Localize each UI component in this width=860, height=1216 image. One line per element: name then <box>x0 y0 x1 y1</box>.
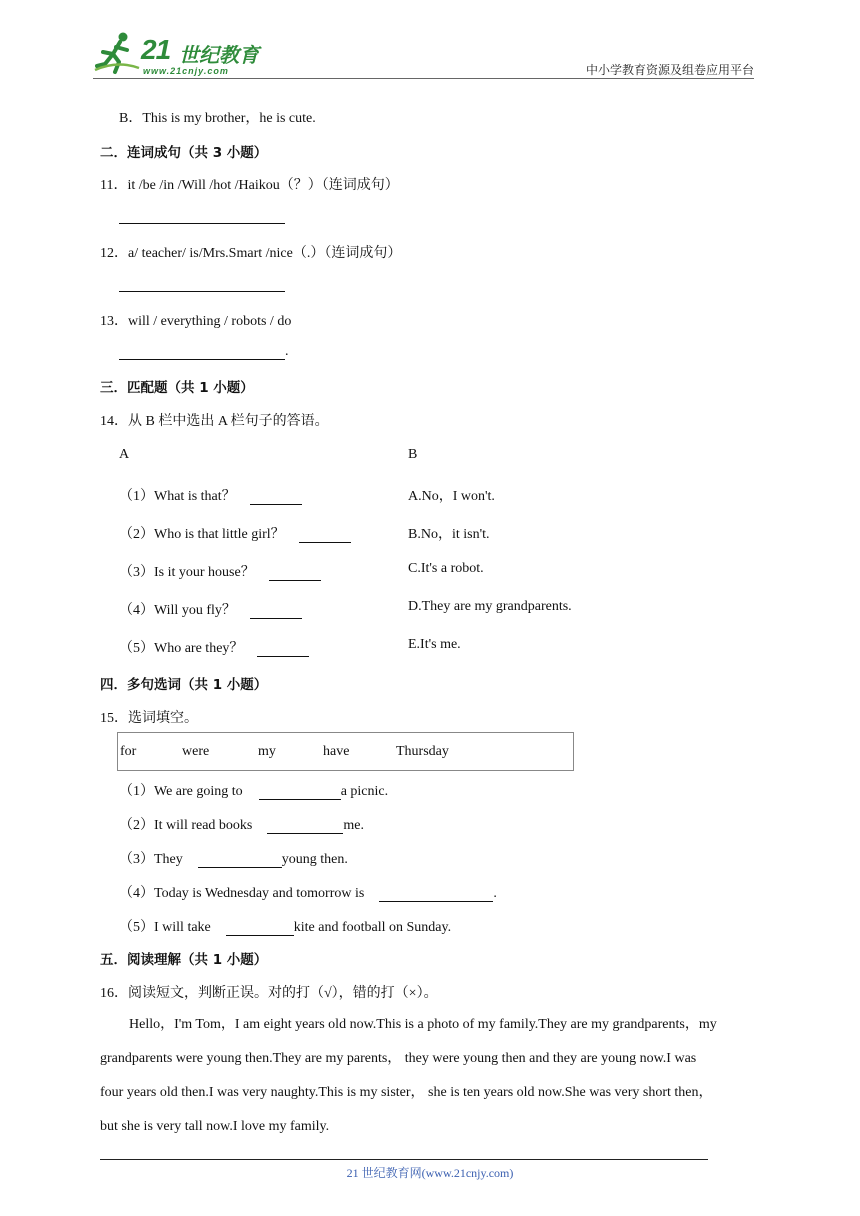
match-blank[interactable] <box>269 566 321 581</box>
column-a-header: A <box>119 447 130 462</box>
word-bank-box <box>117 732 574 771</box>
footer-text[interactable]: 21 世纪教育网(www.21cnjy.com) <box>346 1166 514 1180</box>
word-bank-item: Thursday <box>396 744 449 759</box>
match-blank[interactable] <box>299 528 351 543</box>
match-blank[interactable] <box>250 490 302 505</box>
match-blank[interactable] <box>257 642 309 657</box>
match-b-item: B.No，it isn't. <box>408 527 490 542</box>
passage-line: but she is very tall now.I love my family. <box>100 1119 330 1134</box>
word-bank-item: for <box>120 744 137 759</box>
question-14: 14．从 B 栏中选出 A 栏句子的答语。 <box>100 414 329 429</box>
match-a-item: （2）Who is that little girl？ <box>119 523 351 543</box>
section-5-title: 五．阅读理解（共 1 小题） <box>100 952 268 968</box>
fill-item: （1）We are going to a picnic. <box>119 784 389 799</box>
fill-blank[interactable] <box>198 853 282 868</box>
match-b-item: D.They are my grandparents. <box>408 599 572 614</box>
section-2-title: 二．连词成句（共 3 小题） <box>100 145 268 161</box>
section-4-title: 四．多句选词（共 1 小题） <box>100 677 268 693</box>
answer-line-13[interactable] <box>119 344 289 360</box>
answer-line-12[interactable] <box>119 276 285 292</box>
fill-item: （5）I will take kite and football on Sunday. <box>119 920 452 935</box>
passage-line: Hello，I'm Tom，I am eight years old now.This is a photo of my family.They are my grandparents，my <box>129 1017 717 1032</box>
fill-blank[interactable] <box>379 887 493 902</box>
question-11: 11．it /be /in /Will /hot /Haikou（？）（连词成句） <box>100 178 399 193</box>
match-a-item: （3）Is it your house？ <box>119 561 321 581</box>
fill-item: （2）It will read books me. <box>119 818 364 833</box>
runner-icon <box>93 30 141 76</box>
question-13: 13．will / everything / robots / do <box>100 314 292 329</box>
passage-line: grandparents were young then.They are my parents， they were young then and they are young now.I was <box>100 1051 697 1066</box>
footer-divider <box>100 1159 708 1160</box>
match-b-item: A.No，I won't. <box>408 489 495 504</box>
logo-url: www.21cnjy.com <box>143 66 229 76</box>
prev-option-b: B．This is my brother，he is cute. <box>119 111 316 126</box>
match-blank[interactable] <box>250 604 302 619</box>
section-3-title: 三．匹配题（共 1 小题） <box>100 380 254 396</box>
fill-blank[interactable] <box>267 819 343 834</box>
word-bank-item: have <box>323 744 350 759</box>
fill-blank[interactable] <box>259 785 341 800</box>
match-b-item: E.It's me. <box>408 637 461 652</box>
match-a-item: （5）Who are they？ <box>119 637 309 657</box>
match-a-item: （1）What is that？ <box>119 485 302 505</box>
match-b-item: C.It's a robot. <box>408 561 484 576</box>
word-bank-item: my <box>258 744 276 759</box>
answer-13-period: . <box>285 344 289 359</box>
reading-passage <box>100 1008 763 1144</box>
fill-item: （3）They young then. <box>119 852 348 867</box>
header-divider <box>93 78 754 79</box>
site-logo <box>93 30 263 78</box>
match-a-item: （4）Will you fly？ <box>119 599 302 619</box>
question-15: 15．选词填空。 <box>100 711 198 726</box>
question-16: 16．阅读短文，判断正误。对的打（√），错的打（×）。 <box>100 986 438 1001</box>
passage-line: four years old then.I was very naughty.This is my sister， she is ten years old now.She was very short then， <box>100 1085 713 1100</box>
logo-number: 21 <box>141 34 171 65</box>
header-platform-text: 中小学教育资源及组卷应用平台 <box>585 63 754 77</box>
logo-text: 世纪教育 <box>179 43 259 67</box>
column-b-header: B <box>408 447 418 462</box>
question-12: 12．a/ teacher/ is/Mrs.Smart /nice（.）（连词成句） <box>100 246 402 261</box>
fill-item: （4）Today is Wednesday and tomorrow is . <box>119 886 497 901</box>
word-bank-item: were <box>182 744 210 759</box>
fill-blank[interactable] <box>226 921 294 936</box>
answer-line-11[interactable] <box>119 208 285 224</box>
